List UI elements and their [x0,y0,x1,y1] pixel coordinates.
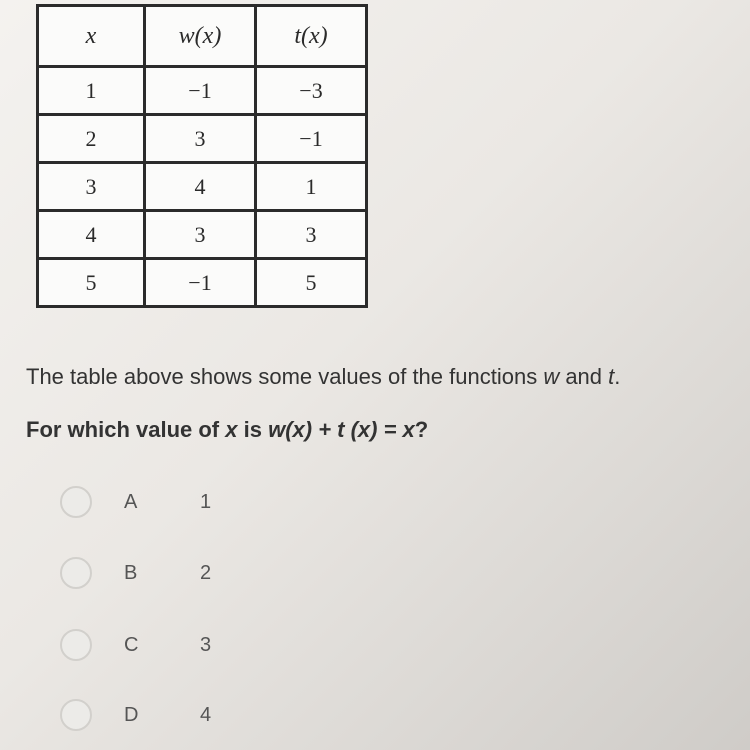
radio-button-c[interactable] [60,629,92,661]
cell-w: 4 [145,163,256,211]
question-x: x [225,417,238,442]
description-suffix: . [614,364,621,389]
option-value: 3 [200,633,212,656]
question-description [26,364,620,390]
option-value: 4 [200,703,212,726]
cell-t: −1 [256,115,367,163]
option-value: 1 [200,490,212,513]
option-letter: D [124,703,139,726]
cell-t: −3 [256,67,367,115]
header-t: t(x) [256,6,367,67]
option-letter: C [124,633,139,656]
cell-x: 3 [38,163,145,211]
cell-w: 3 [145,211,256,259]
question-suffix: ? [414,417,429,442]
cell-x: 4 [38,211,145,259]
description-prefix: The table above shows some values of the functions [26,364,544,389]
description-middle: and [559,364,609,389]
answer-option-c[interactable] [60,625,280,665]
radio-button-b[interactable] [60,557,92,589]
table-row [38,259,367,307]
option-letter: A [124,490,138,513]
values-table [36,4,368,308]
description-t: t [608,364,615,389]
question-equation: w(x) + t (x) = x [268,417,415,442]
cell-x: 5 [38,259,145,307]
table-row [38,163,367,211]
option-value: 2 [200,561,212,584]
cell-t: 3 [256,211,367,259]
cell-w: 3 [145,115,256,163]
cell-w: −1 [145,67,256,115]
option-letter: B [124,561,138,584]
cell-x: 2 [38,115,145,163]
radio-button-a[interactable] [60,486,92,518]
cell-t: 5 [256,259,367,307]
answer-option-d[interactable] [60,695,280,735]
answer-option-b[interactable] [60,553,280,593]
question-prompt [26,417,428,443]
question-middle: is [237,417,269,442]
header-x: x [38,6,145,67]
table-row [38,115,367,163]
description-w: w [543,364,560,389]
cell-w: −1 [145,259,256,307]
question-prefix: For which value of [26,417,226,442]
cell-t: 1 [256,163,367,211]
answer-option-a[interactable] [60,482,280,522]
header-w: w(x) [145,6,256,67]
radio-button-d[interactable] [60,699,92,731]
table-row [38,67,367,115]
cell-x: 1 [38,67,145,115]
table-header-row [38,6,367,67]
table-row [38,211,367,259]
